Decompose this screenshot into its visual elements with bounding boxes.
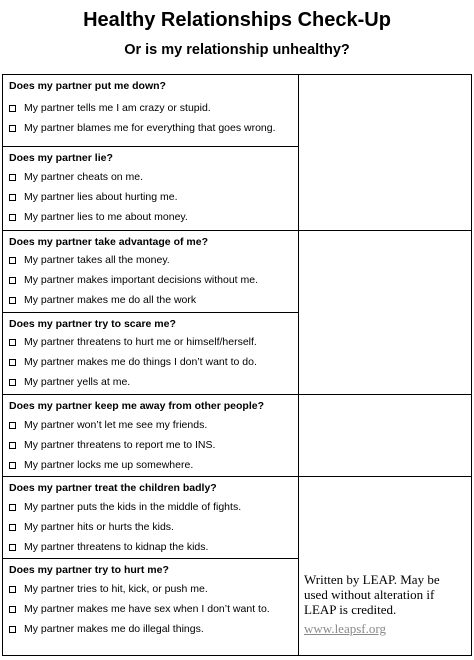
checkbox-icon[interactable] (9, 105, 16, 112)
section-isolate (3, 395, 298, 477)
checkbox-icon[interactable] (9, 626, 16, 633)
checkbox-icon[interactable] (9, 174, 16, 181)
checklist-item[interactable] (9, 122, 276, 135)
checkbox-icon[interactable] (9, 504, 16, 511)
item-label: My partner won’t let me see my friends. (24, 419, 208, 431)
checkbox-icon[interactable] (9, 524, 16, 531)
section-advantage (3, 231, 298, 313)
item-label: My partner cheats on me. (24, 171, 144, 183)
section-question: Does my partner try to hurt me? (9, 564, 169, 576)
questions-column (3, 75, 298, 655)
item-label: My partner locks me up somewhere. (24, 459, 194, 471)
checkbox-icon[interactable] (9, 462, 16, 469)
section-question: Does my partner take advantage of me? (9, 236, 208, 248)
checkbox-icon[interactable] (9, 606, 16, 613)
checklist-item[interactable] (9, 583, 208, 596)
item-label: My partner makes me do illegal things. (24, 623, 204, 635)
section-scare (3, 313, 298, 395)
notes-box (299, 231, 472, 395)
checkbox-icon[interactable] (9, 297, 16, 304)
checklist-item[interactable] (9, 541, 208, 554)
item-label: My partner makes me do things I don’t want to do. (24, 356, 257, 368)
checklist-item[interactable] (9, 376, 130, 389)
checkbox-icon[interactable] (9, 442, 16, 449)
item-label: My partner threatens to report me to INS. (24, 439, 216, 451)
checklist-item[interactable] (9, 419, 207, 432)
credit-text: Written by LEAP. May be used without alteration if LEAP is credited. (304, 572, 440, 617)
section-question: Does my partner put me down? (9, 80, 166, 92)
checkbox-icon[interactable] (9, 257, 16, 264)
section-put-down (3, 75, 298, 147)
checkbox-icon[interactable] (9, 544, 16, 551)
item-label: My partner tells me I am crazy or stupid. (24, 102, 211, 114)
checklist-item[interactable] (9, 294, 196, 307)
checklist-item[interactable] (9, 171, 143, 184)
checklist-item[interactable] (9, 603, 270, 616)
checklist-item[interactable] (9, 356, 257, 369)
checklist-item[interactable] (9, 459, 193, 472)
section-question: Does my partner try to scare me? (9, 318, 176, 330)
checkbox-icon[interactable] (9, 214, 16, 221)
notes-box (299, 395, 472, 477)
checklist-item[interactable] (9, 439, 215, 452)
checkbox-icon[interactable] (9, 422, 16, 429)
item-label: My partner makes me have sex when I don’t want to. (24, 603, 270, 615)
section-question: Does my partner treat the children badly? (9, 482, 217, 494)
item-label: My partner makes important decisions without me. (24, 274, 259, 286)
notes-box (299, 75, 472, 231)
checklist-item[interactable] (9, 501, 241, 514)
item-label: My partner takes all the money. (24, 254, 170, 266)
section-question: Does my partner lie? (9, 152, 113, 164)
credit-link[interactable]: www.leapsf.org (304, 621, 386, 636)
checklist-item[interactable] (9, 102, 211, 115)
item-label: My partner puts the kids in the middle of fights. (24, 501, 242, 513)
item-label: My partner yells at me. (24, 376, 131, 388)
item-label: My partner lies to me about money. (24, 211, 188, 223)
checkbox-icon[interactable] (9, 125, 16, 132)
checkbox-icon[interactable] (9, 359, 16, 366)
item-label: My partner threatens to kidnap the kids. (24, 541, 209, 553)
checklist-item[interactable] (9, 191, 178, 204)
section-question: Does my partner keep me away from other people? (9, 400, 264, 412)
page-subtitle: Or is my relationship unhealthy? (124, 42, 350, 58)
checklist-item[interactable] (9, 211, 188, 224)
checkbox-icon[interactable] (9, 277, 16, 284)
item-label: My partner threatens to hurt me or himself/herself. (24, 336, 257, 348)
item-label: My partner blames me for everything that goes wrong. (24, 122, 276, 134)
checkbox-icon[interactable] (9, 194, 16, 201)
section-children (3, 477, 298, 559)
section-lie (3, 147, 298, 231)
section-hurt (3, 559, 298, 655)
checkbox-icon[interactable] (9, 379, 16, 386)
notes-column (298, 75, 472, 655)
checklist-item[interactable] (9, 254, 170, 267)
checklist-item[interactable] (9, 336, 257, 349)
checklist-item[interactable] (9, 521, 174, 534)
page-title: Healthy Relationships Check-Up (83, 9, 391, 31)
checkbox-icon[interactable] (9, 586, 16, 593)
item-label: My partner hits or hurts the kids. (24, 521, 174, 533)
item-label: My partner tries to hit, kick, or push me. (24, 583, 208, 595)
item-label: My partner lies about hurting me. (24, 191, 178, 203)
item-label: My partner makes me do all the work (24, 294, 197, 306)
checkbox-icon[interactable] (9, 339, 16, 346)
checklist-item[interactable] (9, 623, 204, 636)
checklist-item[interactable] (9, 274, 258, 287)
checkup-sheet (2, 74, 472, 656)
